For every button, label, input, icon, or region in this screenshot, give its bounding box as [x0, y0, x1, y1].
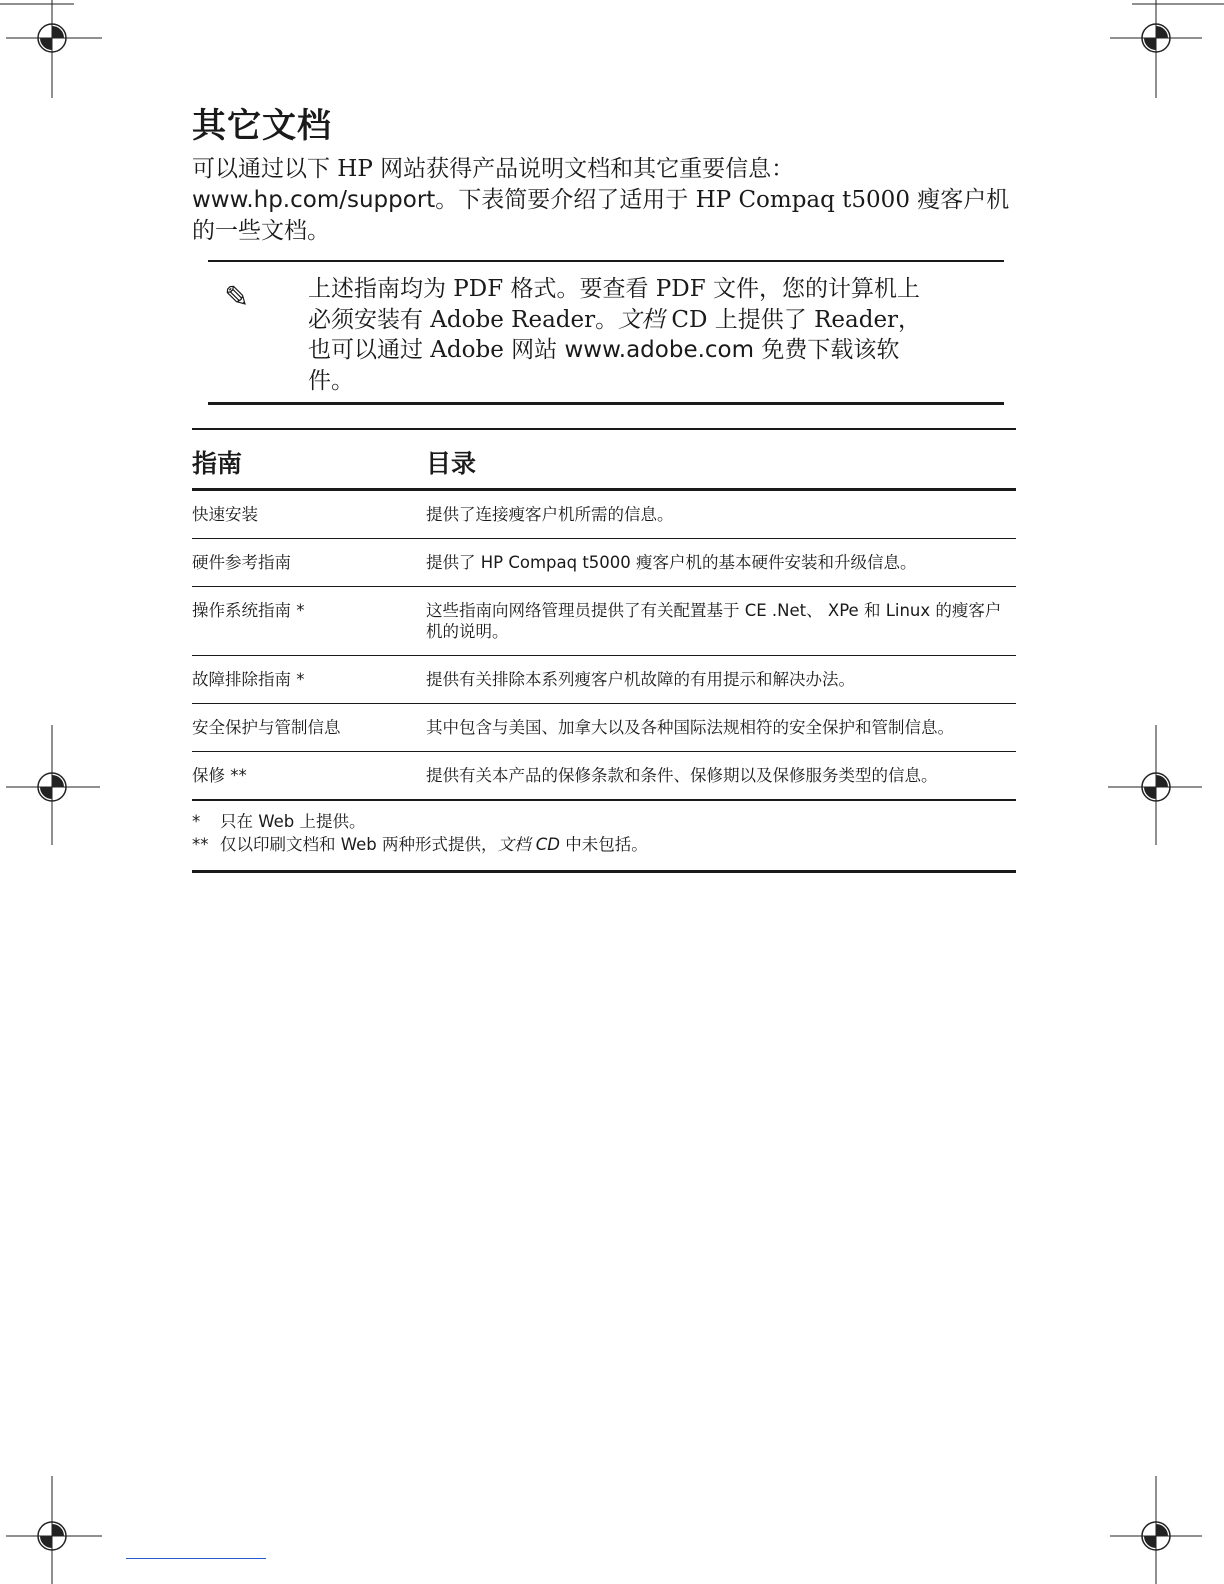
documents-table — [192, 428, 1016, 801]
footnote-1-text: 只在 Web 上提供。 — [220, 812, 366, 831]
crop-mark-top-left — [0, 0, 120, 120]
table-header — [192, 430, 1016, 491]
crop-mark-mid-right — [1104, 725, 1224, 845]
row-guide: 保修 ** — [192, 766, 247, 785]
table-row — [192, 752, 1016, 801]
row-contents: 提供有关排除本系列瘦客户机故障的有用提示和解决办法。 — [426, 670, 855, 689]
row-contents: 提供了连接瘦客户机所需的信息。 — [426, 505, 674, 524]
table-footnotes — [192, 810, 1016, 873]
row-guide: 安全保护与管制信息 — [192, 718, 341, 737]
crop-mark-top-right — [1104, 0, 1224, 120]
row-guide: 硬件参考指南 — [192, 553, 291, 572]
footnote-2-italic: 文档 CD — [497, 835, 560, 854]
pencil-icon: ✎ — [224, 280, 250, 315]
table-row — [192, 491, 1016, 539]
note-text-part1: 上述指南均为 PDF 格式。要查看 PDF 文件，您的计算机上必须安装有 Adobe Reader。 — [308, 276, 920, 333]
note-box — [208, 260, 1004, 405]
row-contents: 提供了 HP Compaq t5000 瘦客户机的基本硬件安装和升级信息。 — [426, 553, 917, 572]
footnote-2-text-part1: 仅以印刷文档和 Web 两种形式提供， — [220, 835, 498, 854]
table-row — [192, 656, 1016, 704]
row-contents: 这些指南向网络管理员提供了有关配置基于 CE .Net、 XPe 和 Linux 的瘦客户机的说明。 — [426, 601, 1002, 641]
intro-paragraph — [192, 154, 1012, 247]
adobe-link[interactable]: www.adobe.com — [564, 337, 755, 363]
header-guide: 指南 — [192, 449, 243, 478]
row-contents: 其中包含与美国、加拿大以及各种国际法规相符的安全保护和管制信息。 — [426, 718, 954, 737]
table-row — [192, 704, 1016, 752]
footnote-2 — [192, 833, 1016, 856]
row-guide: 快速安装 — [192, 505, 258, 524]
note-text — [308, 274, 938, 396]
footnote-1 — [192, 810, 1016, 833]
row-guide: 操作系统指南 * — [192, 601, 305, 620]
note-text-part3: 免费下载该软件。 — [308, 337, 900, 394]
crop-mark-mid-left — [0, 725, 120, 845]
footnote-2-text — [220, 833, 648, 856]
table-row — [192, 587, 1016, 656]
header-contents: 目录 — [426, 449, 477, 478]
row-guide: 故障排除指南 * — [192, 670, 305, 689]
footnote-2-text-part2: 中未包括。 — [559, 835, 648, 854]
table-row — [192, 539, 1016, 587]
note-text-italic: 文档 — [618, 306, 665, 333]
footnote-1-mark: * — [192, 812, 201, 831]
row-contents: 提供有关本产品的保修条款和条件、保修期以及保修服务类型的信息。 — [426, 766, 938, 785]
hp-support-link[interactable]: www.hp.com/support — [192, 187, 436, 213]
bottom-blue-rule — [126, 1558, 266, 1559]
page-title: 其它文档 — [192, 106, 332, 146]
crop-mark-bottom-right — [1104, 1464, 1224, 1584]
crop-mark-bottom-left — [0, 1464, 120, 1584]
intro-text-continued: 。下表简要介绍了适用于 HP Compaq t5000 瘦客户机的一些文档。 — [192, 187, 1010, 244]
note-text-part2: CD 上提供了 Reader，也可以通过 Adobe 网站 — [308, 306, 922, 363]
intro-text: 可以通过以下 HP 网站获得产品说明文档和其它重要信息： — [192, 156, 795, 182]
footnote-2-mark: ** — [192, 835, 209, 854]
